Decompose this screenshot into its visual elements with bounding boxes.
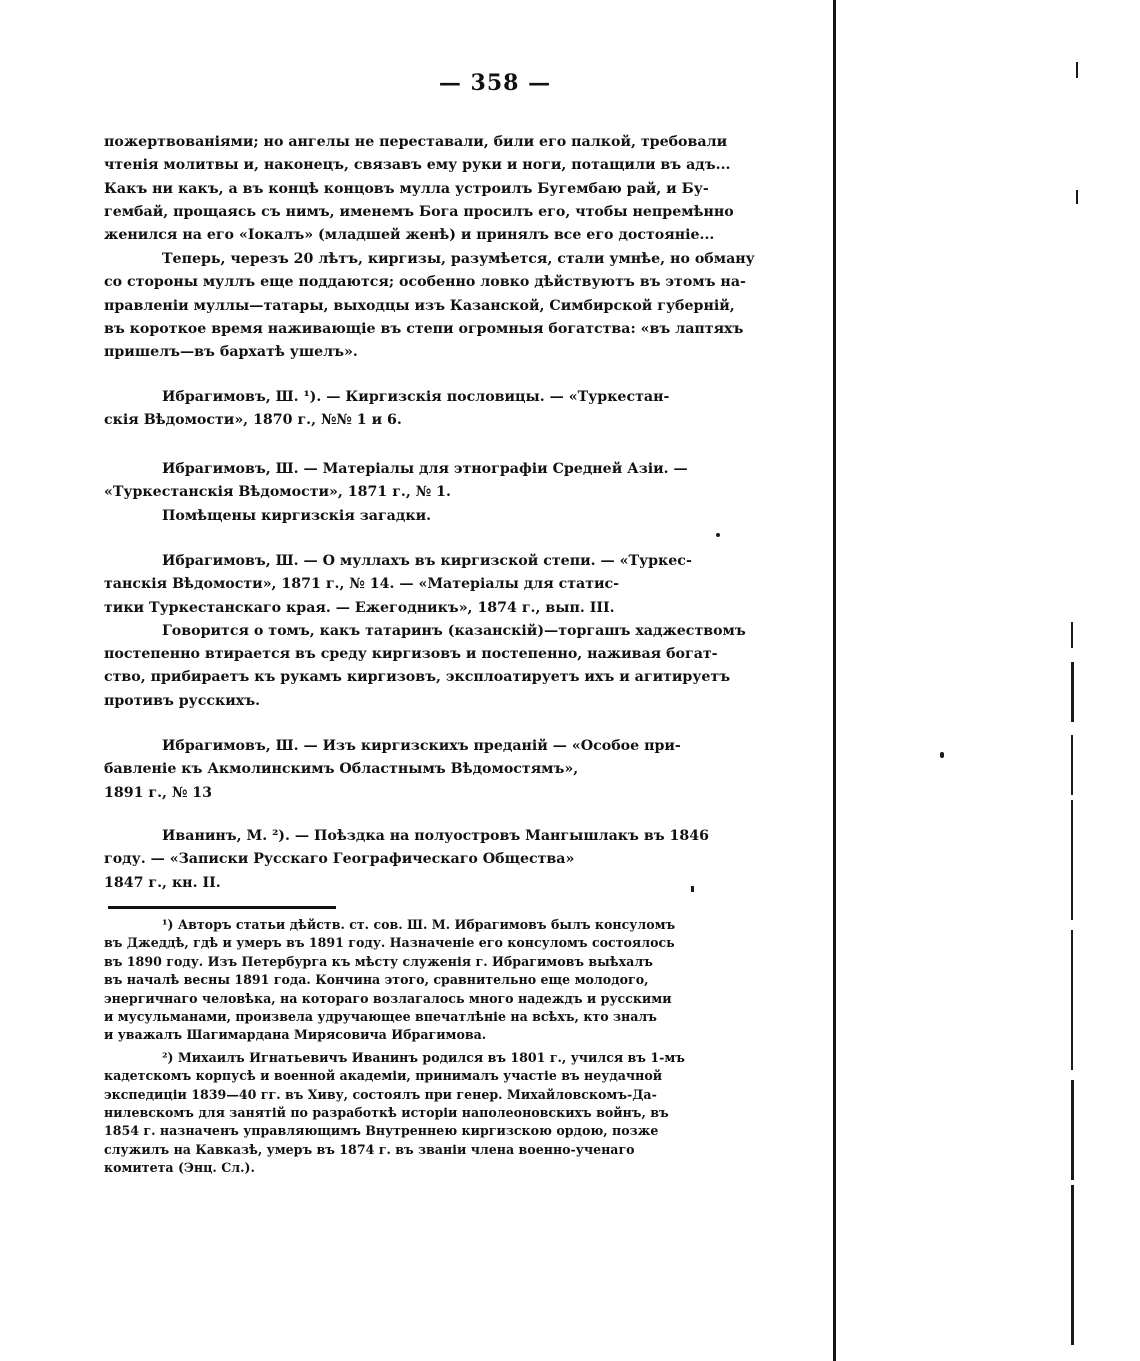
text-line: противъ русскихъ.	[104, 692, 261, 709]
text-line: экспедиціи 1839—40 гг. въ Хиву, состоялъ при генер. Михайловскомъ-Да-	[104, 1086, 657, 1102]
text-line: Помѣщены киргизскія загадки.	[162, 507, 432, 524]
text-line: 1891 г., № 13	[104, 784, 213, 801]
text-line: чтенія молитвы и, наконецъ, связавъ ему руки и ноги, потащили въ адъ...	[104, 157, 731, 174]
scan-mark	[1071, 622, 1073, 648]
text-line: тики Туркестанскаго края. — Ежегодникъ», 1874 г., вып. III.	[104, 599, 615, 616]
text-line: нилевскомъ для занятій по разработкѣ исторіи наполеоновскихъ войнъ, въ	[104, 1105, 669, 1121]
text-line: ство, прибираетъ къ рукамъ киргизовъ, эксплоатируетъ ихъ и агитируетъ	[104, 669, 731, 686]
text-line: въ 1890 году. Изъ Петербурга къ мѣсту служенія г. Ибрагимовъ выѣхалъ	[104, 953, 653, 969]
footnotes	[104, 916, 780, 1178]
scan-mark	[691, 886, 694, 892]
bibliography-entry	[104, 458, 780, 528]
text-line: энергичнаго человѣка, на котораго возлагалось много надеждъ и русскими	[104, 990, 672, 1006]
footnote-separator	[108, 906, 336, 909]
text-line: и мусульманами, произвела удручающее впечатлѣніе на всѣхъ, кто зналъ	[104, 1009, 657, 1025]
continuation-paragraph	[104, 131, 780, 247]
scan-mark	[1071, 1185, 1074, 1345]
text-line: пожертвованіями; но ангелы не переставали, били его палкой, требовали	[104, 134, 728, 150]
text-line: 1847 г., кн. II.	[104, 874, 221, 891]
text-line: танскія Вѣдомости», 1871 г., № 14. — «Матеріалы для статис-	[104, 576, 620, 593]
text-line: постепенно втирается въ среду киргизовъ и постепенно, наживая богат-	[104, 646, 718, 663]
text-line: комитета (Энц. Сл.).	[104, 1160, 255, 1176]
bibliography-entry	[104, 735, 780, 805]
scan-mark	[1071, 735, 1073, 795]
text-line: женился на его «Іокалъ» (младшей женѣ) и принялъ все его достояніе...	[104, 227, 715, 244]
scan-mark	[1076, 190, 1078, 204]
bibliography-entry	[104, 386, 780, 433]
text-line: «Туркестанскія Вѣдомости», 1871 г., № 1.	[104, 484, 451, 501]
text-line: году. — «Записки Русскаго Географическаго Общества»	[104, 851, 575, 868]
paragraph-now	[104, 248, 780, 364]
footnote-2	[104, 1049, 780, 1178]
text-line: Теперь, черезъ 20 лѣтъ, киргизы, разумѣется, стали умнѣе, но обману	[162, 251, 755, 267]
page-edge-line	[833, 0, 836, 1361]
bibliography-entry	[104, 550, 780, 713]
text-line: скія Вѣдомости», 1870 г., №№ 1 и 6.	[104, 412, 402, 429]
text-line: гембай, прощаясь съ нимъ, именемъ Бога просилъ его, чтобы непремѣнно	[104, 203, 734, 220]
text-line: Какъ ни какъ, а въ концѣ концовъ мулла устроилъ Бугембаю рай, и Бу-	[104, 180, 709, 197]
scan-mark	[1071, 1080, 1074, 1180]
scan-mark	[716, 533, 720, 537]
text-line: Ибрагимовъ, Ш. — О муллахъ въ киргизской степи. — «Туркес-	[162, 553, 692, 569]
scan-mark	[940, 752, 944, 758]
scan-mark	[1071, 930, 1073, 1070]
scan-mark	[1076, 62, 1078, 78]
bibliography-entry	[104, 825, 780, 895]
text-line: ¹) Авторъ статьи дѣйств. ст. сов. Ш. М. Ибрагимовъ былъ консуломъ	[162, 917, 676, 932]
text-line: Иванинъ, М. ²). — Поѣздка на полуостровъ Мангышлакъ въ 1846	[162, 828, 710, 844]
text-line: и уважалъ Шагимардана Мирясовича Ибрагимова.	[104, 1027, 487, 1043]
text-line: въ Джеддѣ, гдѣ и умеръ въ 1891 году. Назначеніе его консуломъ состоялось	[104, 935, 675, 951]
scan-mark	[1071, 800, 1073, 920]
text-line: кадетскомъ корпусѣ и военной академіи, принималъ участіе въ неудачной	[104, 1068, 663, 1084]
text-line: со стороны муллъ еще поддаются; особенно ловко дѣйствуютъ въ этомъ на-	[104, 274, 746, 291]
scan-mark	[1071, 662, 1074, 722]
text-line: Говорится о томъ, какъ татаринъ (казанскій)—торгашъ хаджествомъ	[162, 622, 746, 639]
text-line: ²) Михаилъ Игнатьевичъ Иванинъ родился въ 1801 г., учился въ 1-мъ	[162, 1049, 685, 1065]
text-line: Ибрагимовъ, Ш. — Матеріалы для этнографіи Средней Азіи. —	[162, 461, 688, 477]
text-line: правленіи муллы—татары, выходцы изъ Казанской, Симбирской губерній,	[104, 297, 735, 314]
text-line: пришелъ—въ бархатѣ ушелъ».	[104, 344, 358, 361]
text-line: служилъ на Кавказѣ, умеръ въ 1874 г. въ званіи члена военно-ученаго	[104, 1141, 635, 1157]
text-line: бавленіе къ Акмолинскимъ Областнымъ Вѣдомостямъ»,	[104, 761, 579, 778]
page-number: — 358 —	[438, 70, 552, 96]
text-line: Ибрагимовъ, Ш. ¹). — Киргизскія пословицы. — «Туркестан-	[162, 389, 670, 405]
footnote-1	[104, 916, 780, 1045]
text-line: въ короткое время наживающіе въ степи огромныя богатства: «въ лаптяхъ	[104, 320, 744, 337]
text-line: Ибрагимовъ, Ш. — Изъ киргизскихъ преданій — «Особое при-	[162, 738, 681, 754]
text-line: 1854 г. назначенъ управляющимъ Внутреннею киргизскою ордою, позже	[104, 1123, 659, 1139]
text-line: въ началѣ весны 1891 года. Кончина этого, сравнительно еще молодого,	[104, 972, 649, 988]
